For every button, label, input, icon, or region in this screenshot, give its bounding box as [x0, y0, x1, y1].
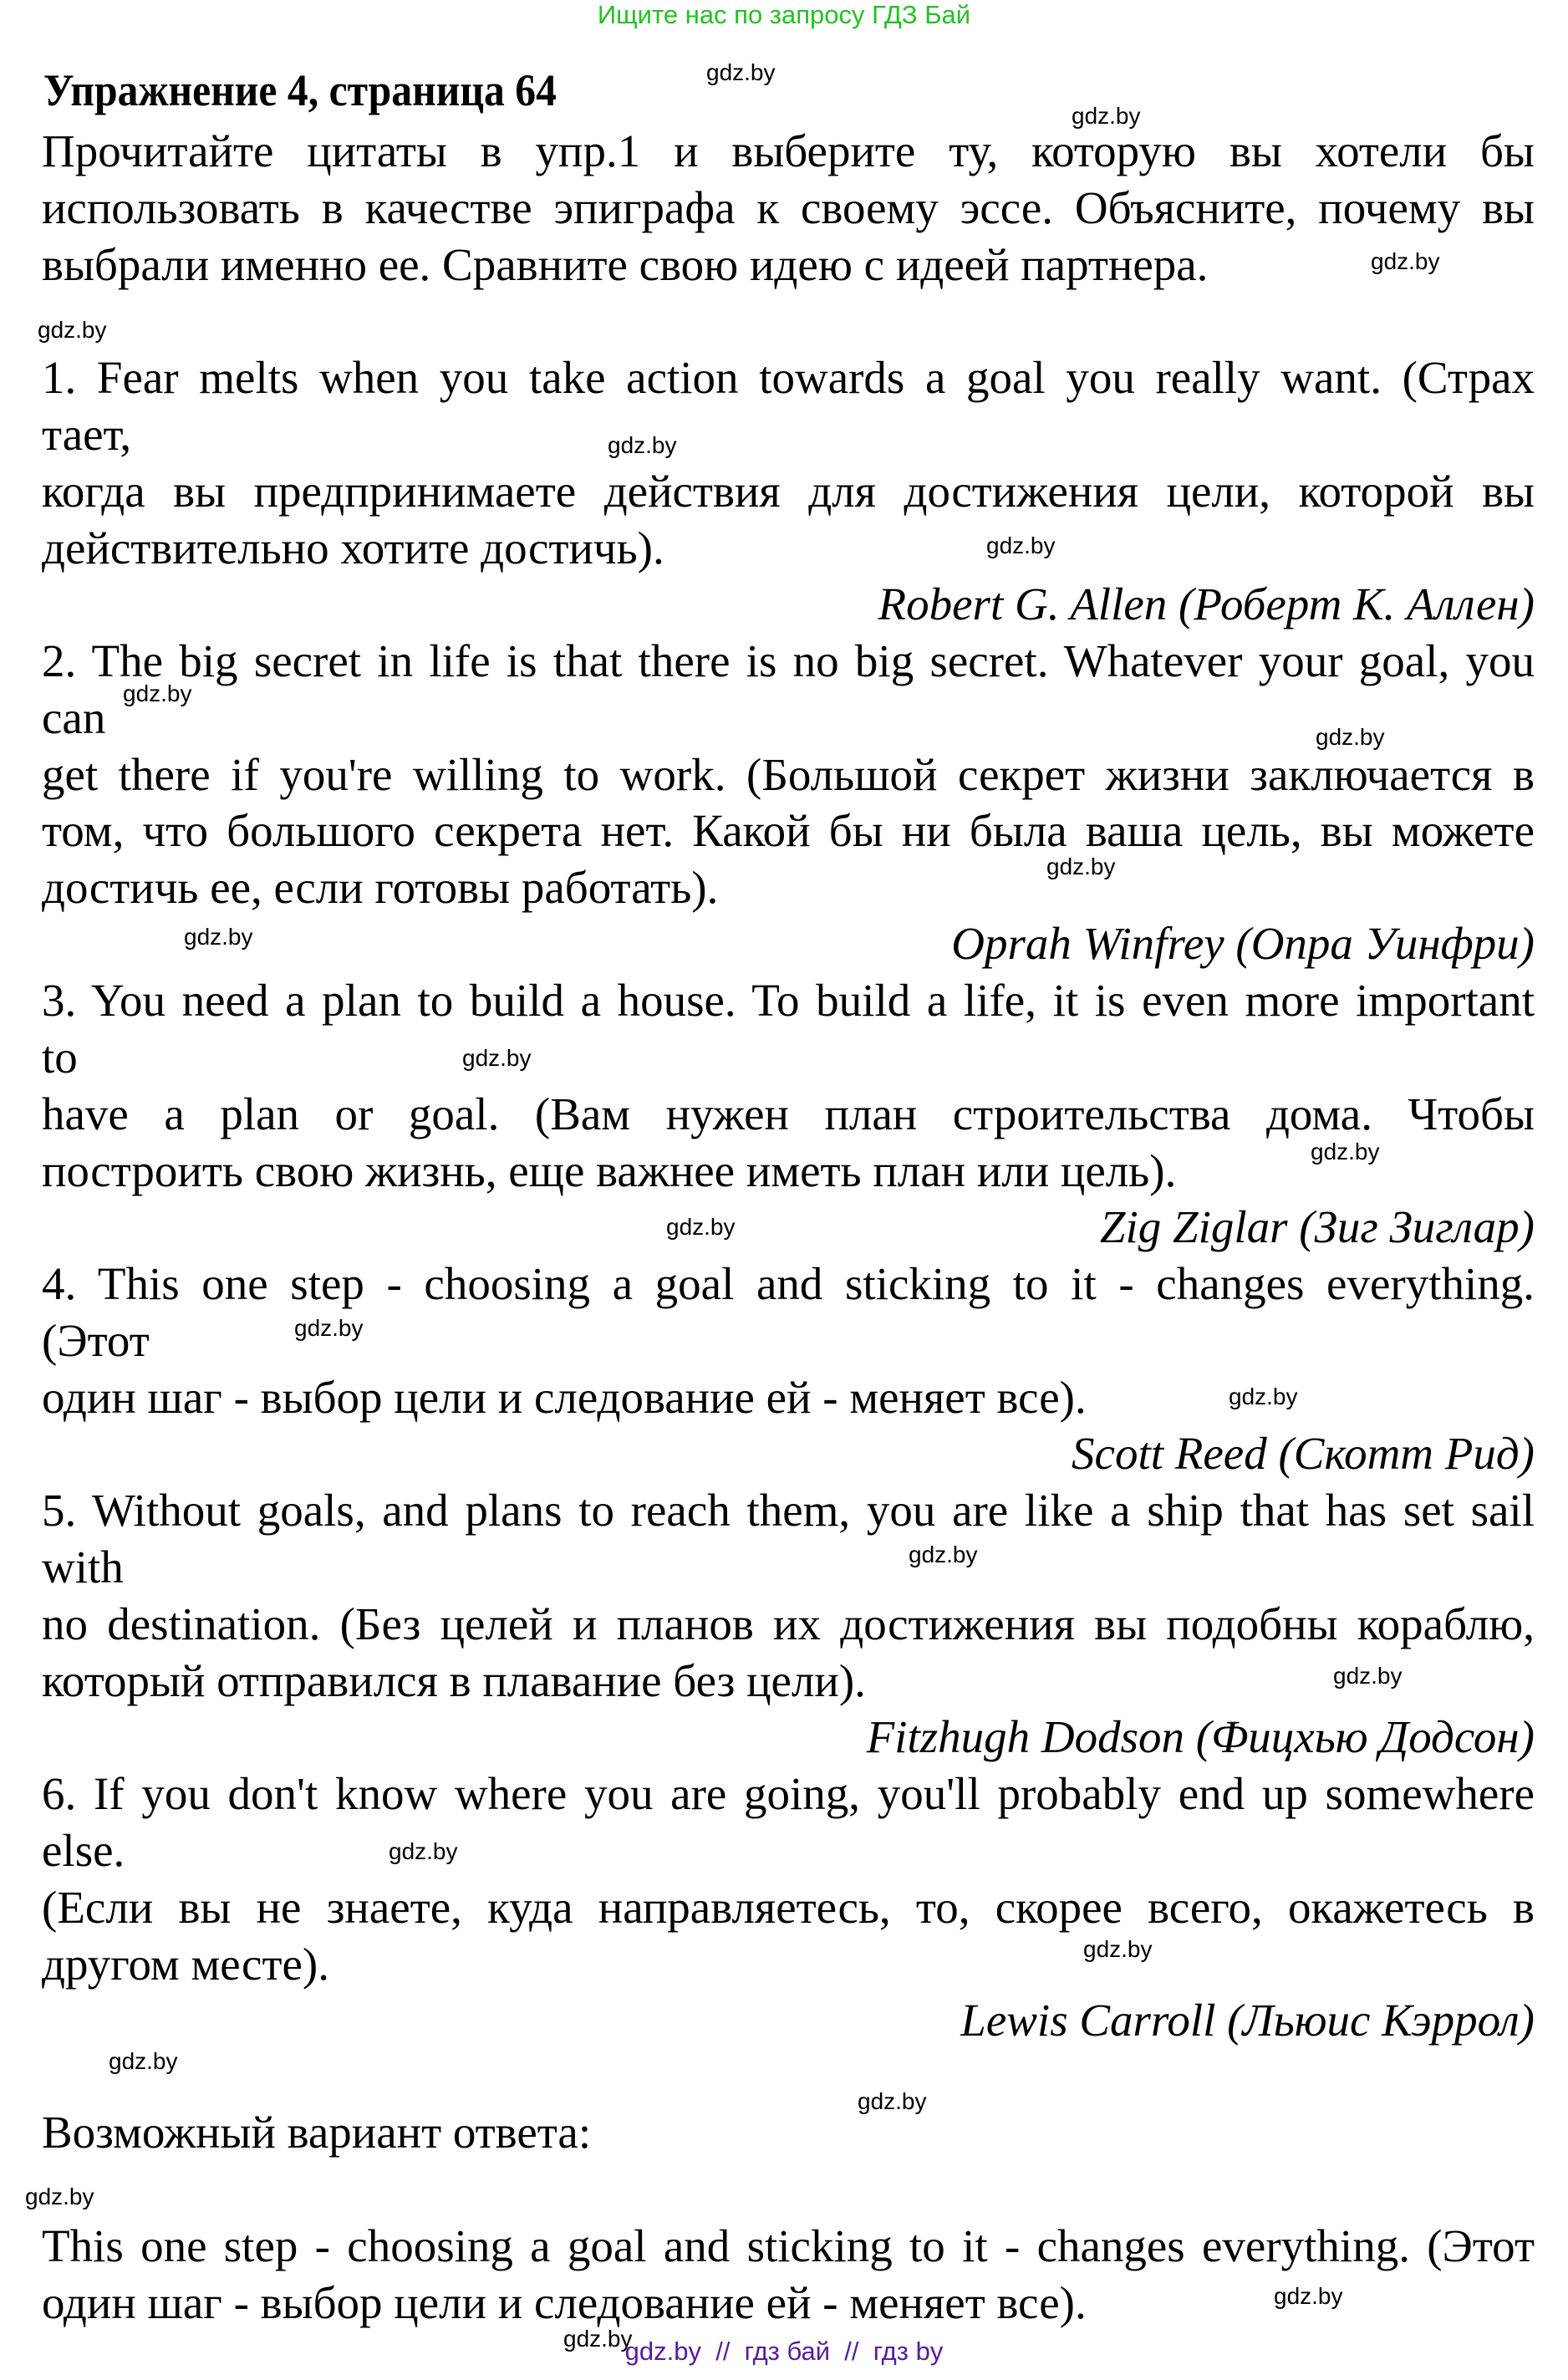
watermark: gdz.by [1333, 1663, 1403, 1689]
quote-line: который отправился в плавание без цели). [42, 1655, 866, 1706]
watermark: gdz.by [184, 924, 253, 950]
page-title: Упражнение 4, страница 64 [43, 65, 557, 115]
quote-line: 5. Without goals, and plans to reach them, you are like a ship that has set sail [42, 1485, 1535, 1536]
answer-line: This one step - choosing a goal and sticking to it - changes everything. (Этот [42, 2220, 1535, 2271]
watermark: gdz.by [462, 1045, 532, 1071]
quote-line: 3. You need a plan to build a house. To build a life, it is even more important [42, 975, 1535, 1026]
footer-links[interactable]: gdz.by // гдз бай // гдз by [624, 2337, 944, 2366]
quote-author: Lewis Carroll (Льюис Кэррол) [960, 1995, 1535, 2046]
watermark: gdz.by [1046, 854, 1116, 879]
watermark: gdz.by [986, 533, 1056, 558]
watermark: gdz.by [858, 2088, 927, 2114]
watermark: gdz.by [25, 2184, 94, 2209]
quote-author: Oprah Winfrey (Опра Уинфри) [951, 918, 1535, 969]
quote-line: (Если вы не знаете, куда направляетесь, то, скорее всего, окажетесь в [42, 1882, 1535, 1933]
quote-line: достичь ее, если готовы работать). [42, 862, 719, 913]
watermark: gdz.by [909, 1542, 978, 1567]
quote-line: действительно хотите достичь). [42, 522, 664, 573]
quote-line: 4. This one step - choosing a goal and sticking to it - changes everything. [42, 1258, 1535, 1309]
quote-author: Fitzhugh Dodson (Фицхью Додсон) [866, 1711, 1535, 1762]
quote-line: can [42, 692, 106, 743]
watermark: gdz.by [706, 59, 776, 85]
watermark: gdz.by [294, 1315, 364, 1341]
quote-author: Scott Reed (Скотт Рид) [1072, 1428, 1535, 1479]
instruction-line: использовать в качестве эпиграфа к своему эссе. Объясните, почему вы [42, 182, 1535, 233]
answer-line: один шаг - выбор цели и следование ей - меняет все). [42, 2277, 1087, 2328]
quote-line: (Этот [42, 1315, 150, 1366]
quote-line: get there if you're willing to work. (Большой секрет жизни заключается в [42, 749, 1535, 800]
watermark: gdz.by [666, 1214, 736, 1240]
watermark: gdz.by [123, 680, 192, 706]
watermark: gdz.by [563, 2326, 633, 2352]
watermark: gdz.by [38, 317, 107, 343]
instruction-line: выбрали именно ее. Сравните свою идею с идеей партнера. [42, 239, 1209, 290]
quote-line: когда вы предпринимаете действия для достижения цели, которой вы [42, 466, 1535, 517]
watermark: gdz.by [1311, 1139, 1380, 1165]
quote-line: with [42, 1542, 124, 1593]
watermark: gdz.by [1072, 103, 1141, 129]
instruction-line: Прочитайте цитаты в упр.1 и выберите ту, которую вы хотели бы [42, 125, 1535, 176]
quote-line: другом месте). [42, 1939, 329, 1990]
watermark: gdz.by [608, 432, 677, 458]
quote-line: том, что большого секрета нет. Какой бы ни была ваша цель, вы можете [42, 805, 1535, 856]
quote-line: 6. If you don't know where you are going, you'll probably end up somewhere [42, 1768, 1535, 1819]
answer-label: Возможный вариант ответа: [42, 2107, 592, 2158]
quote-line: else. [42, 1825, 125, 1876]
quote-line: have a plan or goal. (Вам нужен план строительства дома. Чтобы [42, 1088, 1535, 1139]
search-banner[interactable]: Ищите нас по запросу ГДЗ Бай [597, 0, 971, 29]
watermark: gdz.by [1083, 1936, 1153, 1962]
quote-author: Zig Ziglar (Зиг Зиглар) [1099, 1201, 1535, 1252]
quote-line: построить свою жизнь, еще важнее иметь план или цель). [42, 1145, 1177, 1196]
quote-line: один шаг - выбор цели и следование ей - меняет все). [42, 1372, 1087, 1423]
watermark: gdz.by [1371, 248, 1440, 274]
quote-author: Robert G. Allen (Роберт К. Аллен) [878, 578, 1535, 629]
watermark: gdz.by [1229, 1384, 1298, 1409]
quote-line: тает, [42, 409, 132, 460]
quote-line: no destination. (Без целей и планов их достижения вы подобны кораблю, [42, 1598, 1535, 1649]
watermark: gdz.by [109, 2048, 178, 2074]
watermark: gdz.by [1316, 724, 1385, 750]
quote-line: 2. The big secret in life is that there is no big secret. Whatever your goal, you [42, 635, 1535, 686]
quote-line: 1. Fear melts when you take action towards a goal you really want. (Страх [42, 352, 1535, 403]
watermark: gdz.by [1274, 2283, 1343, 2309]
watermark: gdz.by [389, 1838, 458, 1864]
quote-line: to [42, 1032, 78, 1083]
